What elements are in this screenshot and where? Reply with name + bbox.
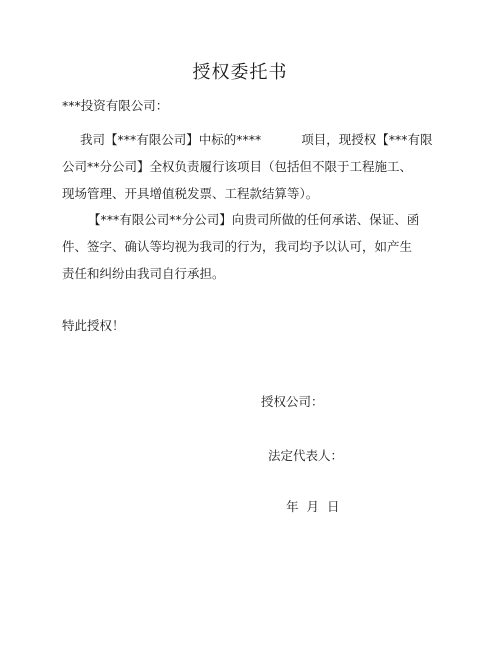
paragraph-2-line-1: 【***有限公司**分公司】向贵司所做的任何承诺、保证、函 [88, 212, 420, 227]
paragraph-1-line-3: 现场管理、开具增值税发票、工程款结算等）。 [62, 186, 319, 201]
legal-representative-label: 法定代表人： [268, 448, 344, 463]
paragraph-1-line-1 [80, 130, 433, 148]
document-title: 授权委托书 [192, 62, 288, 83]
date-label: 年 月 日 [286, 499, 340, 514]
paragraph-1-line-2: 公司**分公司】全权负责履行该项目（包括但不限于工程施工、 [62, 159, 413, 174]
paragraph-1-line-1-part-1: 我司【***有限公司】中标的**** [80, 132, 262, 147]
paragraph-2-line-3: 责任和纠纷由我司自行承担。 [62, 266, 225, 281]
addressee: ***投资有限公司： [62, 98, 169, 113]
paragraph-1-line-1-part-2: 项目，现授权【***有限 [301, 132, 433, 147]
paragraph-2-line-2: 件、签字、确认等均视为我司的行为，我司均予以认可，如产生 [62, 239, 413, 254]
authorizing-company-label: 授权公司： [261, 394, 324, 409]
closing-statement: 特此授权！ [62, 318, 125, 333]
